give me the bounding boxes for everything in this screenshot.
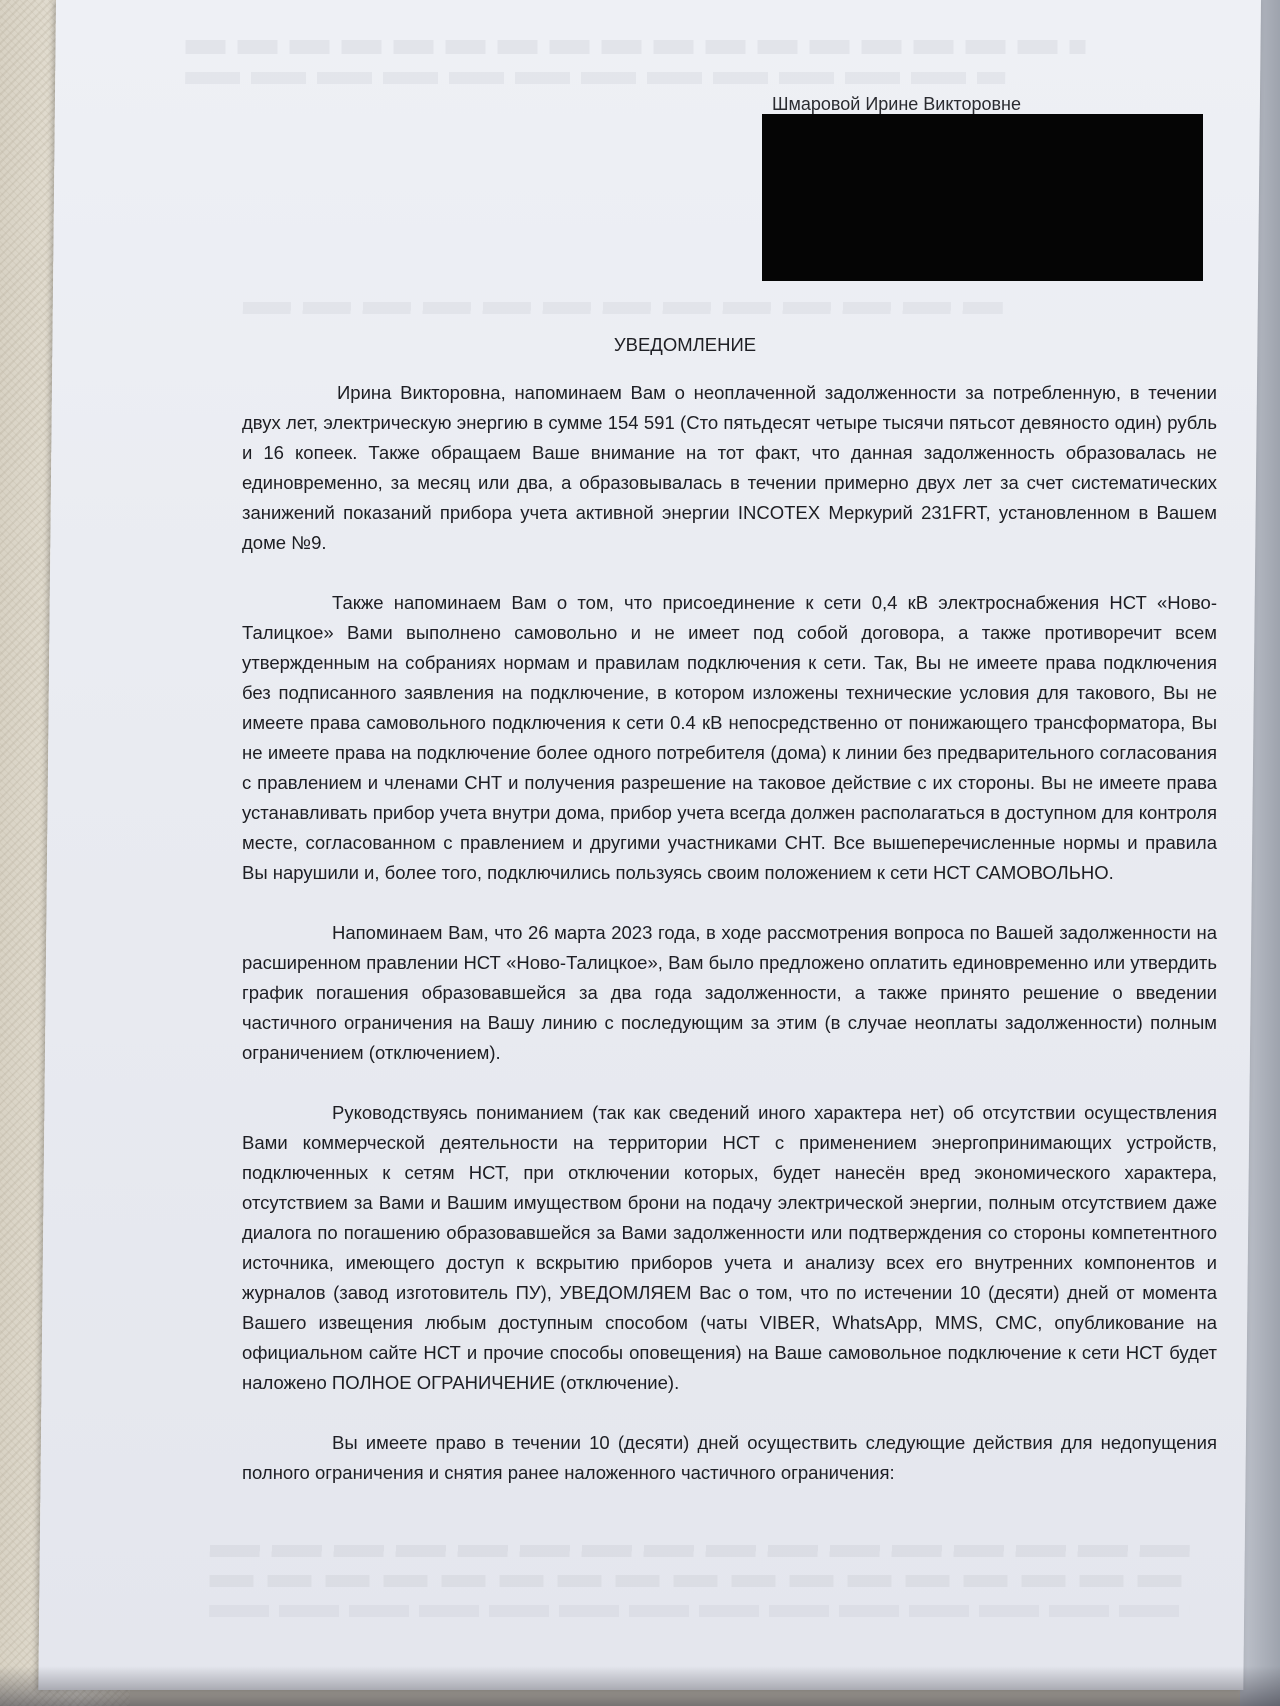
show-through-texture — [185, 72, 1005, 84]
addressee-name: Шмаровой Ирине Викторовне — [772, 94, 1022, 114]
show-through-texture — [209, 1575, 1189, 1587]
show-through-texture — [185, 40, 1085, 54]
show-through-texture — [210, 1545, 1190, 1557]
paragraph-board-decision: Напоминаем Вам, что 26 марта 2023 года, в ходе рассмотрения вопроса по Вашей задолженности на расширенном правлении НСТ «Ново-Талицкое», Вам было предложено оплатить единовременно или утвердить график погашения образовавшейся за два года задолженности, а также принято решение о введении частичного ограничения на Вашу линию с последующим за этим (в случае неоплаты задолженности) полным ограничением (отключением). — [242, 922, 1217, 1063]
show-through-texture — [243, 302, 1003, 314]
paragraph-debt-notice: Ирина Викторовна, напоминаем Вам о неоплаченной задолженности за потребленную, в течении двух лет, электрическую энергию в сумме 154 591 (Сто пятьдесят четыре тысячи пятьсот девяносто один) рубль и 16 копеек. Также обращаем Ваше внимание на тот факт, что данная задолженность образовалась не единовременно, за месяц или два, а образовывалась в течении примерно двух лет за счет систематических занижений показаний прибора учета активной энергии INCOTEX Меркурий 231FRT, установленном в Вашем доме №9. — [242, 382, 1217, 553]
document-body — [242, 378, 1217, 1518]
paragraph-disconnection-notice: Руководствуясь пониманием (так как сведений иного характера нет) об отсутствии осуществления Вами коммерческой деятельности на территории НСТ с применением энергопринимающих устройств, подключенных к сетям НСТ, при отключении которых, будет нанесён вред экономического характера, отсутствием за Вами и Вашим имуществом брони на подачу электрической энергии, полным отсутствием даже диалога по погашению образовавшейся за Вами задолженности или подтверждения со стороны компетентного источника, имеющего доступ к вскрытию приборов учета и анализу всех его внутренних компонентов и журналов (завод изготовитель ПУ), УВЕДОМЛЯЕМ Вас о том, что по истечении 10 (десяти) дней от момента Вашего извещения любым доступным способом (чаты VIBER, WhatsApp, MMS, СМС, опубликование на официальном сайте НСТ и прочие способы оповещения) на Ваше самовольное подключение к сети НСТ будет наложено ПОЛНОЕ ОГРАНИЧЕНИЕ (отключение). — [242, 1102, 1217, 1393]
show-through-texture — [209, 1605, 1189, 1617]
paragraph-rights: Вы имеете право в течении 10 (десяти) дней осуществить следующие действия для недопущения полного ограничения и снятия ранее наложенного частичного ограничения: — [242, 1432, 1217, 1483]
paragraph-unauthorized-connection: Также напоминаем Вам о том, что присоединение к сети 0,4 кВ электроснабжения НСТ «Ново-Талицкое» Вами выполнено самовольно и не имеет под собой договора, а также противоречит всем утвержденным на собраниях нормам и правилам подключения к сети. Так, Вы не имеете права подключения без подписанного заявления на подключение, в котором изложены технические условия для такового, Вы не имеете права самовольного подключения к сети 0.4 кВ непосредственно от понижающего трансформатора, Вы не имеете права на подключение более одного потребителя (дома) к линии без предварительного согласования с правлением и членами СНТ и получения разрешение на таковое действие с их стороны. Вы не имеете права устанавливать прибор учета внутри дома, прибор учета всегда должен располагаться в доступном для контроля месте, согласованном с правлением и другими участниками СНТ. Все вышеперечисленные нормы и правила Вы нарушили и, более того, подключились пользуясь своим положением к сети НСТ САМОВОЛЬНО. — [242, 592, 1217, 883]
redacted-address-block — [762, 114, 1203, 281]
document-title: УВЕДОМЛЕНИЕ — [613, 334, 757, 355]
bottom-shadow — [0, 1666, 1280, 1706]
